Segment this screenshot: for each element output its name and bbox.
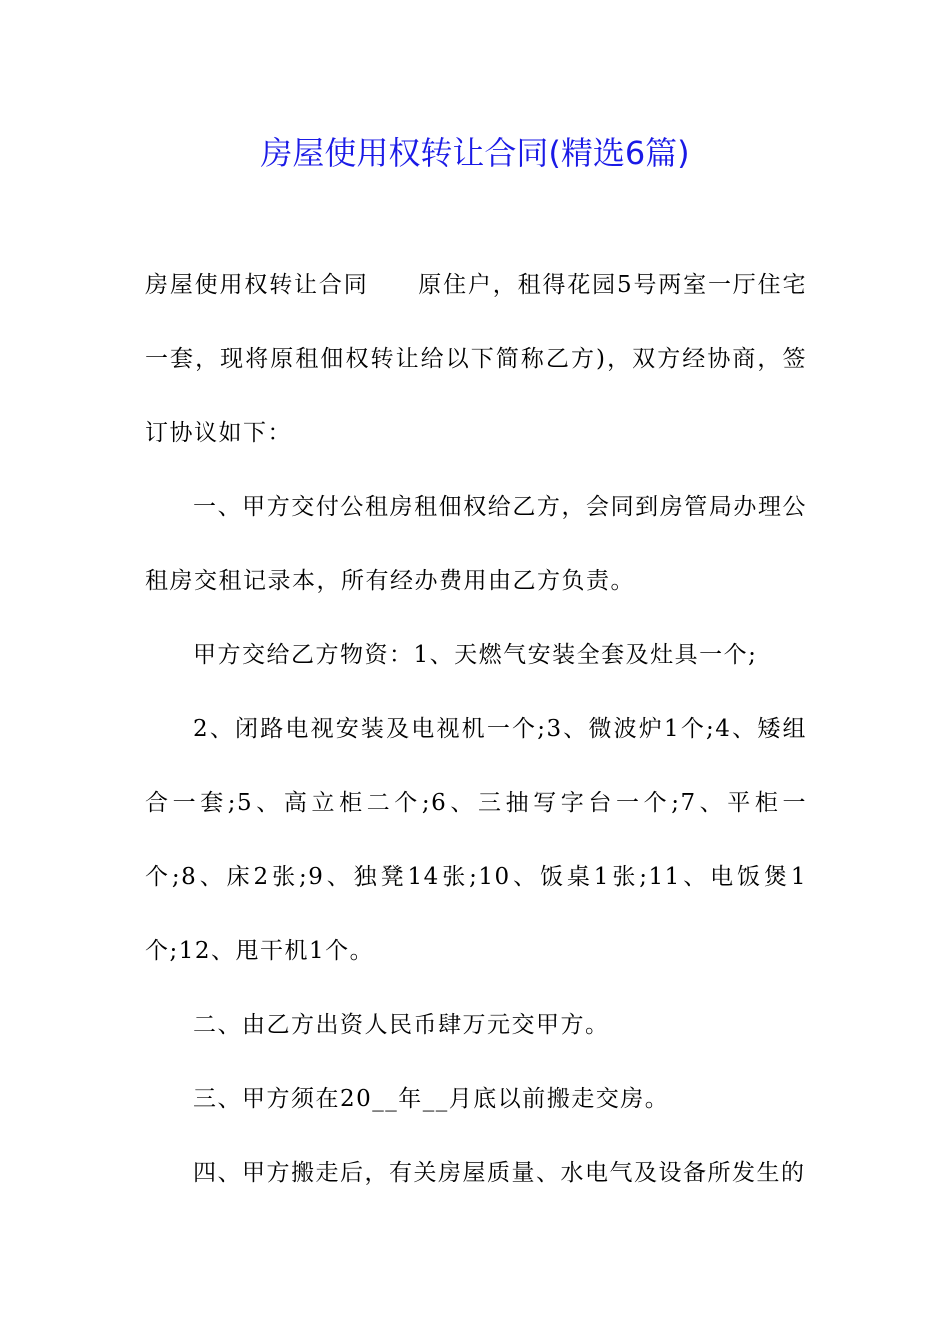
paragraph-clause-2: 二、由乙方出资人民币肆万元交甲方。 <box>193 1012 610 1038</box>
paragraph-clause-1: 一、甲方交付公租房租佃权给乙方，会同到房管局办理公租房交租记录本，所有经办费用由乙方负责。 <box>145 494 807 594</box>
document-body <box>145 248 807 1210</box>
document-title: 房屋使用权转让合同(精选6篇) <box>260 134 690 172</box>
paragraph-materials-list: 2、闭路电视安装及电视机一个;3、微波炉1个;4、矮组合一套;5、高立柜二个;6、三抽写字台一个;7、平柜一个;8、床2张;9、独凳14张;10、饭桌1张;11、电饭煲1个;12、甩干机1个。 <box>145 716 807 964</box>
paragraph-intro: 房屋使用权转让合同 原住户，租得花园5号两室一厅住宅一套，现将原租佃权转让给以下简称乙方)，双方经协商，签订协议如下： <box>145 272 807 446</box>
paragraph-clause-3: 三、甲方须在20__年__月底以前搬走交房。 <box>193 1086 670 1112</box>
paragraph-clause-4: 四、甲方搬走后，有关房屋质量、水电气及设备所发生的 <box>193 1160 806 1186</box>
paragraph-materials: 甲方交给乙方物资：1、天燃气安装全套及灶具一个; <box>193 642 758 668</box>
